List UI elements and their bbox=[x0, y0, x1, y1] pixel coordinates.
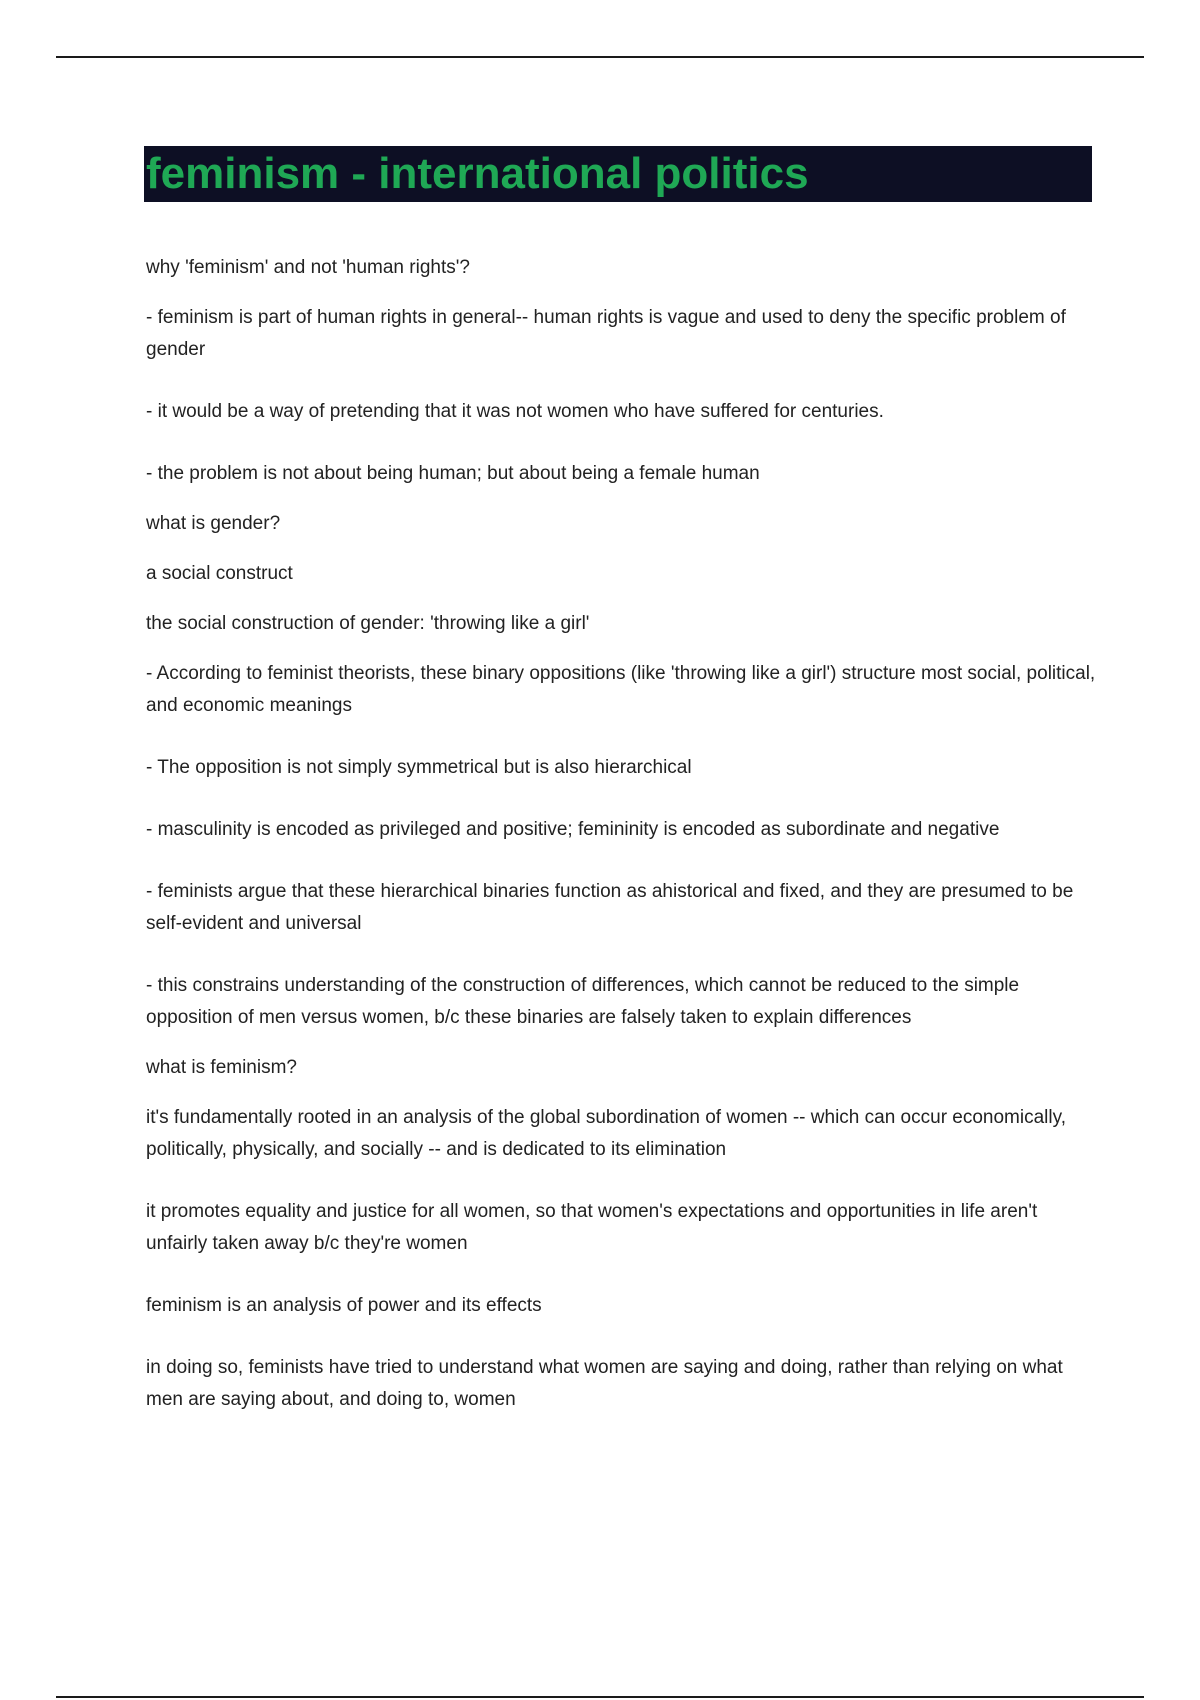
answer-paragraph: - masculinity is encoded as privileged and positive; femininity is encoded as subordinate and negative bbox=[146, 819, 1000, 840]
document-body bbox=[146, 252, 1096, 1446]
question-heading: what is feminism? bbox=[146, 1057, 297, 1078]
question-heading: the social construction of gender: 'throwing like a girl' bbox=[146, 613, 590, 634]
title-banner bbox=[144, 146, 1092, 202]
top-rule bbox=[56, 56, 1144, 58]
answer-paragraph: in doing so, feminists have tried to understand what women are saying and doing, rather than relying on what men are saying about, and doing to, women bbox=[146, 1357, 1063, 1410]
answer-paragraph: - The opposition is not simply symmetrical but is also hierarchical bbox=[146, 757, 692, 778]
answer-paragraph: - the problem is not about being human; but about being a female human bbox=[146, 463, 760, 484]
answer-paragraph: - it would be a way of pretending that it was not women who have suffered for centuries. bbox=[146, 401, 884, 422]
bottom-rule bbox=[56, 1696, 1144, 1698]
question-heading: what is gender? bbox=[146, 513, 281, 534]
answer-paragraph: a social construct bbox=[146, 563, 293, 584]
answer-paragraph: feminism is an analysis of power and its effects bbox=[146, 1295, 542, 1316]
answer-paragraph: - feminists argue that these hierarchical binaries function as ahistorical and fixed, and they are presumed to be self-evident and universal bbox=[146, 881, 1074, 934]
answer-paragraph: - this constrains understanding of the construction of differences, which cannot be reduced to the simple opposition of men versus women, b/c these binaries are falsely taken to explain differences bbox=[146, 975, 1020, 1028]
answer-paragraph: it's fundamentally rooted in an analysis of the global subordination of women -- which can occur economically, politically, physically, and socially -- and is dedicated to its elimination bbox=[146, 1107, 1066, 1160]
answer-paragraph: it promotes equality and justice for all women, so that women's expectations and opportunities in life aren't unfairly taken away b/c they're women bbox=[146, 1201, 1038, 1254]
document-title: feminism - international politics bbox=[146, 149, 809, 198]
answer-paragraph: - According to feminist theorists, these binary oppositions (like 'throwing like a girl') structure most social, political, and economic meanings bbox=[146, 663, 1096, 716]
answer-paragraph: - feminism is part of human rights in general-- human rights is vague and used to deny the specific problem of gender bbox=[146, 307, 1066, 360]
question-heading: why 'feminism' and not 'human rights'? bbox=[146, 257, 470, 278]
